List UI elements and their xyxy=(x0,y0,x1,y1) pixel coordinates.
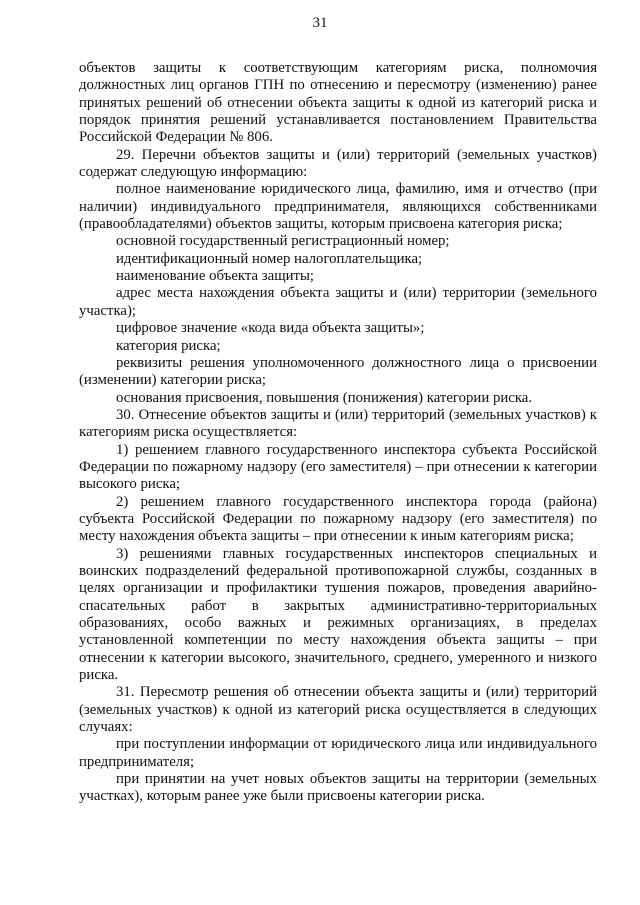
paragraph: идентификационный номер налогоплательщика; xyxy=(116,250,423,267)
document-body xyxy=(79,60,597,806)
paragraph: при поступлении информации от юридического лица или индивидуального предпринимателя; xyxy=(79,736,597,770)
paragraph: 30. Отнесение объектов защиты и (или) территорий (земельных участков) к категориям риска осуществляется: xyxy=(79,406,597,441)
paragraph: реквизиты решения уполномоченного должностного лица о присвоении (изменении) категории риска; xyxy=(79,354,597,389)
paragraph: цифровое значение «кода вида объекта защиты»; xyxy=(116,320,425,337)
paragraph: 1) решением главного государственного инспектора субъекта Российской Федерации по пожарному надзору (его заместителя) – при отнесении к категории высокого риска; xyxy=(79,441,597,493)
paragraph: категория риска; xyxy=(116,337,221,354)
paragraph: адрес места нахождения объекта защиты и (или) территории (земельного участка); xyxy=(79,285,597,319)
paragraph: объектов защиты к соответствующим категориям риска, полномочия должностных лиц органов ГПН по отнесению и пересмотру (изменению) ранее принятых решений об отнесении объекта защиты к одной из категорий риска и порядок принятия решений устанавливается постановлением Правительства Российской Федерации № 806. xyxy=(79,60,597,146)
paragraph: 2) решением главного государственного инспектора города (района) субъекта Российской Федерации по пожарному надзору (его заместителя) по месту нахождения объекта защиты – при отнесении к иным категориям риска; xyxy=(79,493,597,545)
paragraph: 31. Пересмотр решения об отнесении объекта защиты и (или) территорий (земельных участков) к одной из категорий риска осуществляется в следующих случаях: xyxy=(79,684,597,736)
paragraph: 29. Перечни объектов защиты и (или) территорий (земельных участков) содержат следующую информацию: xyxy=(79,146,597,181)
paragraph: наименование объекта защиты; xyxy=(116,268,315,285)
paragraph: основания присвоения, повышения (понижения) категории риска. xyxy=(116,389,533,406)
paragraph: полное наименование юридического лица, фамилию, имя и отчество (при наличии) индивидуального предпринимателя, являющихся собственниками (правообладателями) объектов защиты, которым присвоена категория риска; xyxy=(79,181,597,233)
paragraph: основной государственный регистрационный номер; xyxy=(116,233,450,250)
paragraph: 3) решениями главных государственных инспекторов специальных и воинских подразделений федеральной противопожарной службы, созданных в целях организации и профилактики тушения пожаров, проведения аварийно-спасательных работ в закрытых административно-территориальных образованиях, особо важных и режимных организациях, в пределах установленной компетенции по месту нахождения объекта защиты – при отнесении к категории высокого, значительного, среднего, умеренного и низкого риска. xyxy=(79,545,597,684)
paragraph: при принятии на учет новых объектов защиты на территории (земельных участках), которым ранее уже были присвоены категории риска. xyxy=(79,771,597,805)
page-number: 31 xyxy=(312,15,328,31)
